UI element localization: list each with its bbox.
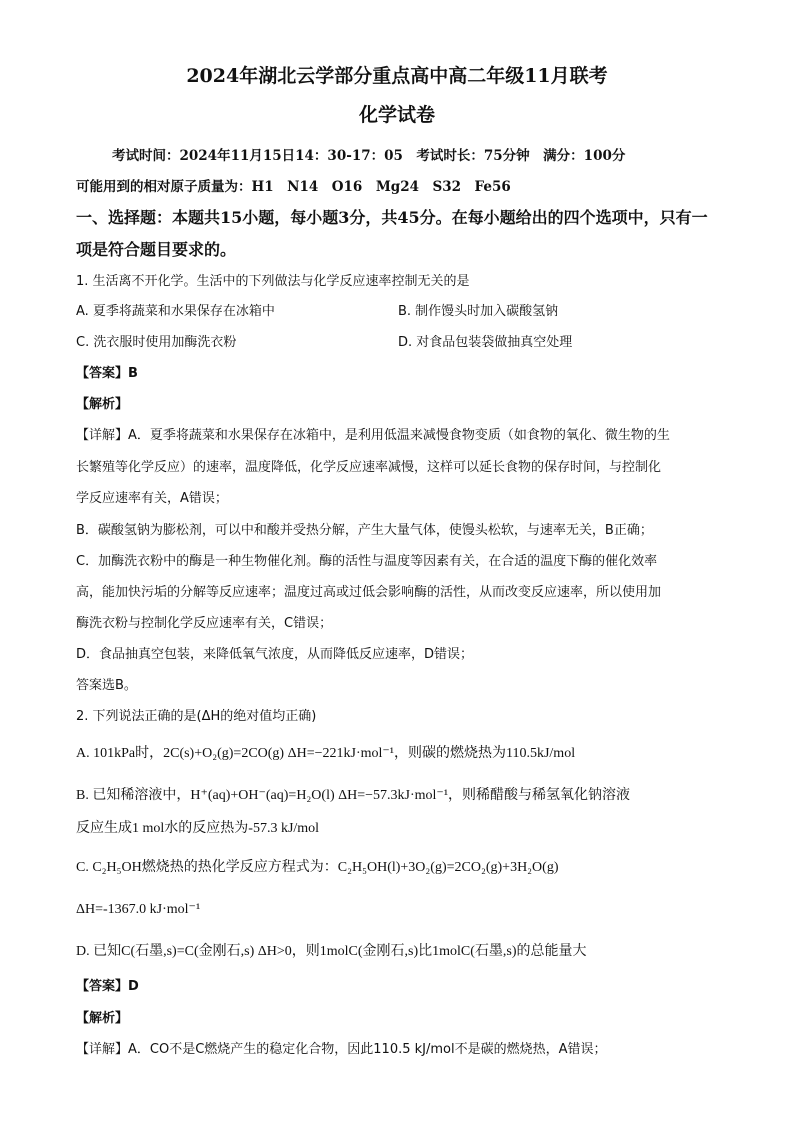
exam-title: 2024年湖北云学部分重点高中高二年级11月联考 [186, 65, 608, 87]
q2-analysis-label: 【解析】 [76, 1011, 129, 1026]
q1-detail-line: 学反应速率有关，A错误； [76, 491, 228, 506]
q2-option-b: B. 已知稀溶液中，H⁺(aq)+OH⁻(aq)=H₂O(l) ΔH=−57.3kJ·mol⁻¹，则稀醋酸与稀氢氧化钠溶液 [76, 788, 631, 803]
q2-answer: 【答案】D [76, 979, 139, 994]
section-heading-cont: 项是符合题目要求的。 [76, 240, 237, 259]
q1-answer: 【答案】B [76, 366, 138, 381]
q1-stem: 1. 生活离不开化学。生活中的下列做法与化学反应速率控制无关的是 [76, 274, 470, 289]
q1-detail-line: 【详解】A．夏季将蔬菜和水果保存在冰箱中，是利用低温来减慢食物变质（如食物的氧化、微生物的生 [76, 428, 670, 443]
exam-subtitle: 化学试卷 [358, 104, 435, 126]
q2-option-b-cont: 反应生成1 mol水的反应热为-57.3 kJ/mol [76, 821, 320, 836]
exam-info: 考试时间：2024年11月15日14：30-17：05 考试时长：75分钟 满分：100分 [112, 148, 626, 164]
atomic-masses: 可能用到的相对原子质量为：H1 N14 O16 Mg24 S32 Fe56 [76, 179, 511, 195]
q2-option-d: D. 已知C(石墨,s)=C(金刚石,s) ΔH>0，则1molC(金刚石,s)比1molC(石墨,s)的总能量大 [76, 944, 587, 959]
q1-detail-line: B．碳酸氢钠为膨松剂，可以中和酸并受热分解，产生大量气体，使馒头松软，与速率无关，B正确； [76, 523, 653, 538]
q1-detail-line: C．加酶洗衣粉中的酶是一种生物催化剂。酶的活性与温度等因素有关，在合适的温度下酶的催化效率 [76, 554, 658, 569]
q1-option-a: A. 夏季将蔬菜和水果保存在冰箱中 [76, 304, 275, 319]
q2-detail-line: 【详解】A．CO不是C燃烧产生的稳定化合物，因此110.5 kJ/mol不是碳的燃烧热，A错误； [76, 1042, 607, 1057]
q1-detail-line: 酶洗衣粉与控制化学反应速率有关，C错误； [76, 616, 333, 631]
q2-stem: 2. 下列说法正确的是(ΔH的绝对值均正确) [76, 709, 317, 724]
q1-option-c: C. 洗衣服时使用加酶洗衣粉 [76, 335, 237, 350]
q1-detail-line: 答案选B。 [76, 678, 137, 693]
q1-analysis-label: 【解析】 [76, 397, 129, 412]
q1-detail-line: D．食品抽真空包装，来降低氧气浓度，从而降低反应速率，D错误； [76, 647, 474, 662]
q1-option-b: B. 制作馒头时加入碳酸氢钠 [398, 304, 559, 319]
q1-option-d: D. 对食品包装袋做抽真空处理 [398, 335, 573, 350]
section-heading: 一、选择题：本题共15小题，每小题3分，共45分。在每小题给出的四个选项中，只有一 [76, 208, 708, 227]
q2-option-c-cont: ΔH=-1367.0 kJ·mol⁻¹ [76, 902, 201, 917]
q1-detail-line: 高，能加快污垢的分解等反应速率；温度过高或过低会影响酶的活性，从而改变反应速率，所以使用加 [76, 585, 662, 600]
q1-detail-line: 长繁殖等化学反应）的速率，温度降低，化学反应速率减慢，这样可以延长食物的保存时间，与控制化 [76, 460, 662, 475]
q2-option-c: C. C₂H₅OH燃烧热的热化学反应方程式为：C₂H₅OH(l)+3O₂(g)=2CO₂(g)+3H₂O(g) [76, 860, 559, 875]
q2-option-a: A. 101kPa时，2C(s)+O₂(g)=2CO(g) ΔH=−221kJ·mol⁻¹，则碳的燃烧热为110.5kJ/mol [76, 746, 576, 761]
